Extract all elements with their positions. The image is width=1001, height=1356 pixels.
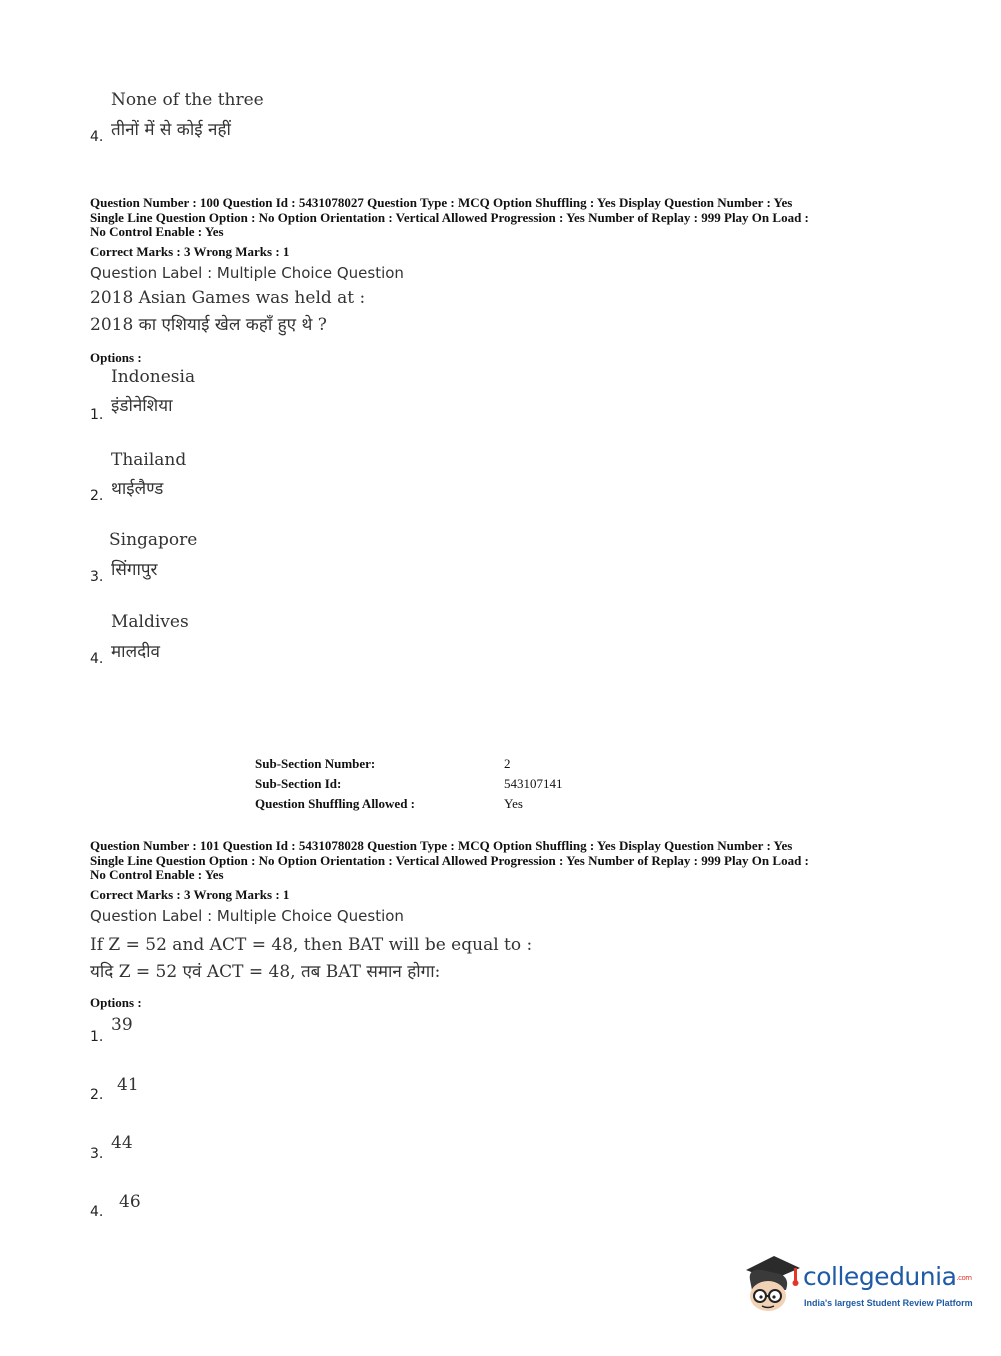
collegedunia-logo[interactable]: [740, 1250, 973, 1320]
option-4-english: Maldives: [111, 612, 189, 632]
option-2-value: 41: [117, 1075, 139, 1095]
option-3-value: 44: [111, 1133, 133, 1153]
option-4-number: 4.: [90, 129, 104, 145]
option-3-number: 3.: [90, 569, 104, 585]
question-text-hindi: यदि Z = 52 एवं ACT = 48, तब BAT समान होगा:: [90, 962, 441, 982]
options-heading: Options :: [90, 995, 142, 1010]
option-2-english: Thailand: [111, 450, 187, 470]
option-4-english: None of the three: [111, 90, 264, 110]
option-1-hindi: इंडोनेशिया: [111, 396, 173, 416]
option-3-english: Singapore: [109, 530, 198, 550]
option-4-hindi: तीनों में से कोई नहीं: [111, 120, 231, 140]
subsection-id-value: 543107141: [504, 776, 563, 791]
question-shuffling-value: Yes: [504, 796, 523, 811]
question-meta-line-2: Single Line Question Option : No Option Orientation : Vertical Allowed Progression : Yes Number of Replay : 999 Play On Load :: [90, 852, 809, 868]
question-text-hindi: 2018 का एशियाई खेल कहाँ हुए थे ?: [90, 315, 327, 335]
options-heading: Options :: [90, 350, 142, 365]
question-meta-line-2: Single Line Question Option : No Option Orientation : Vertical Allowed Progression : Yes Number of Replay : 999 Play On Load :: [90, 209, 809, 225]
question-meta-line-1: Question Number : 101 Question Id : 5431078028 Question Type : MCQ Option Shuffling : Yes Display Question Number : Yes: [90, 838, 793, 853]
option-1-english: Indonesia: [111, 367, 196, 387]
question-meta-line-1: Question Number : 100 Question Id : 5431078027 Question Type : MCQ Option Shuffling : Yes Display Question Number : Yes: [90, 195, 793, 210]
option-4-value: 46: [119, 1192, 141, 1212]
option-1-number: 1.: [90, 407, 104, 423]
option-4-hindi: मालदीव: [111, 642, 160, 662]
option-2-hindi: थाईलैण्ड: [111, 479, 164, 499]
subsection-number-label: Sub-Section Number:: [255, 756, 376, 771]
logo-suffix: .com: [956, 1274, 972, 1282]
question-label: Question Label : Multiple Choice Question: [90, 907, 404, 925]
option-2-number: 2.: [90, 488, 104, 504]
option-4-number: 4.: [90, 651, 104, 667]
subsection-number-value: 2: [504, 756, 511, 771]
mascot-icon: [740, 1250, 802, 1314]
question-marks: Correct Marks : 3 Wrong Marks : 1: [90, 244, 290, 259]
question-text-english: If Z = 52 and ACT = 48, then BAT will be equal to :: [90, 935, 533, 955]
logo-tagline: India's largest Student Review Platform: [804, 1298, 973, 1308]
question-label: Question Label : Multiple Choice Question: [90, 264, 404, 282]
logo-wordmark: [803, 1262, 972, 1291]
option-1-number: 1.: [90, 1029, 104, 1045]
option-3-number: 3.: [90, 1146, 104, 1162]
subsection-id-label: Sub-Section Id:: [255, 776, 342, 791]
option-1-value: 39: [111, 1015, 133, 1035]
question-marks: Correct Marks : 3 Wrong Marks : 1: [90, 887, 290, 902]
question-shuffling-label: Question Shuffling Allowed :: [255, 796, 416, 811]
question-meta-line-3: No Control Enable : Yes: [90, 867, 224, 882]
logo-name: collegedunia: [803, 1262, 957, 1291]
option-4-number: 4.: [90, 1204, 104, 1220]
question-text-english: 2018 Asian Games was held at :: [90, 288, 366, 308]
option-3-hindi: सिंगापुर: [111, 560, 158, 580]
option-2-number: 2.: [90, 1087, 104, 1103]
question-meta-line-3: No Control Enable : Yes: [90, 224, 224, 239]
